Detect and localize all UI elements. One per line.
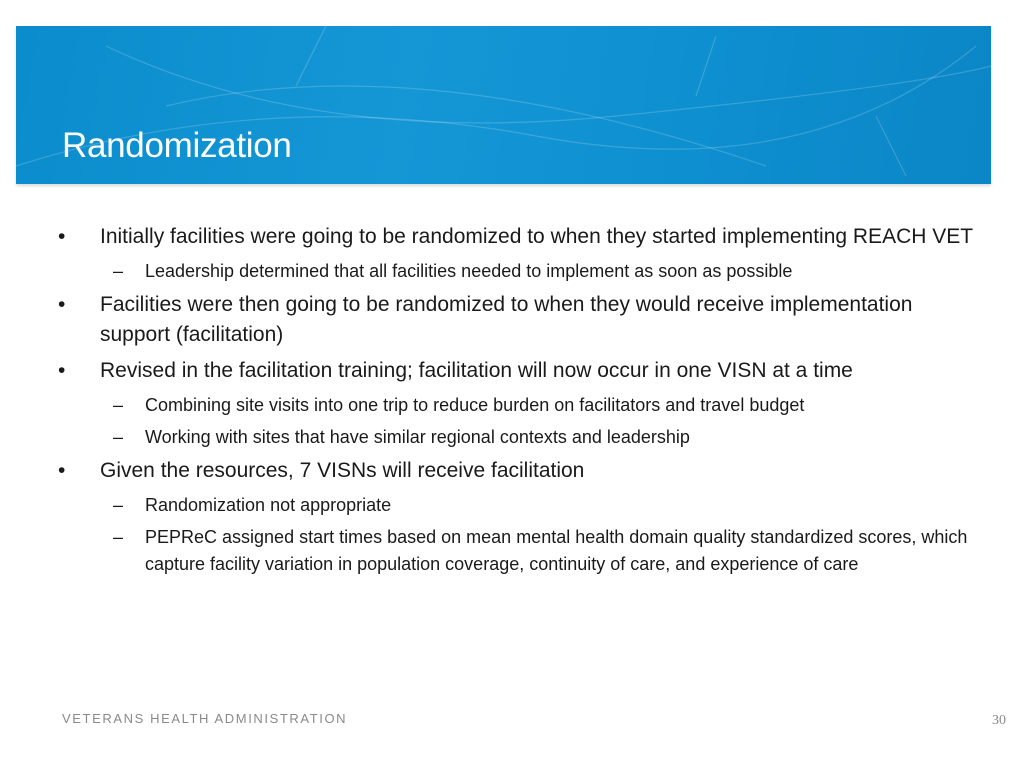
- dash-marker: –: [113, 395, 124, 415]
- sub-bullet-text: Working with sites that have similar regional contexts and leadership: [145, 427, 690, 447]
- title-banner: [16, 26, 991, 184]
- dash-marker: –: [113, 427, 124, 447]
- sub-bullet-text: PEPReC assigned start times based on mean mental health domain quality standardized scores, which capture facility variation in population coverage, continuity of care, and experience of care: [145, 527, 968, 574]
- bullet-text: Initially facilities were going to be randomized to when they started implementing REACH VET: [100, 225, 974, 248]
- bullet-item: [58, 290, 978, 350]
- dash-marker: –: [113, 527, 124, 547]
- bullet-text: Revised in the facilitation training; facilitation will now occur in one VISN at a time: [100, 359, 853, 382]
- footer-organization: VETERANS HEALTH ADMINISTRATION: [62, 711, 348, 726]
- dash-marker: –: [113, 261, 124, 281]
- bullet-item: [58, 356, 978, 386]
- page-number: 30: [992, 713, 1006, 728]
- sub-bullet-text: Leadership determined that all facilities needed to implement as soon as possible: [145, 261, 793, 281]
- dash-marker: –: [113, 495, 124, 515]
- bullet-item: [58, 222, 978, 252]
- sub-bullet-text: Randomization not appropriate: [145, 495, 392, 515]
- bullet-marker: •: [58, 293, 66, 316]
- slide-title: Randomization: [62, 126, 292, 165]
- sub-bullet-item: [58, 524, 978, 578]
- sub-bullet-text: Combining site visits into one trip to reduce burden on facilitators and travel budget: [145, 395, 805, 415]
- bullet-marker: •: [58, 459, 66, 482]
- sub-bullet-item: [58, 492, 978, 519]
- sub-bullet-item: [58, 258, 978, 285]
- bullet-text: Facilities were then going to be randomized to when they would receive implementation support (facilitation): [100, 293, 913, 346]
- bullet-item: [58, 456, 978, 486]
- bullet-list: [58, 222, 978, 583]
- bullet-marker: •: [58, 359, 66, 382]
- sub-bullet-item: [58, 424, 978, 451]
- bullet-text: Given the resources, 7 VISNs will receive facilitation: [100, 459, 585, 482]
- sub-bullet-item: [58, 392, 978, 419]
- bullet-marker: •: [58, 225, 66, 248]
